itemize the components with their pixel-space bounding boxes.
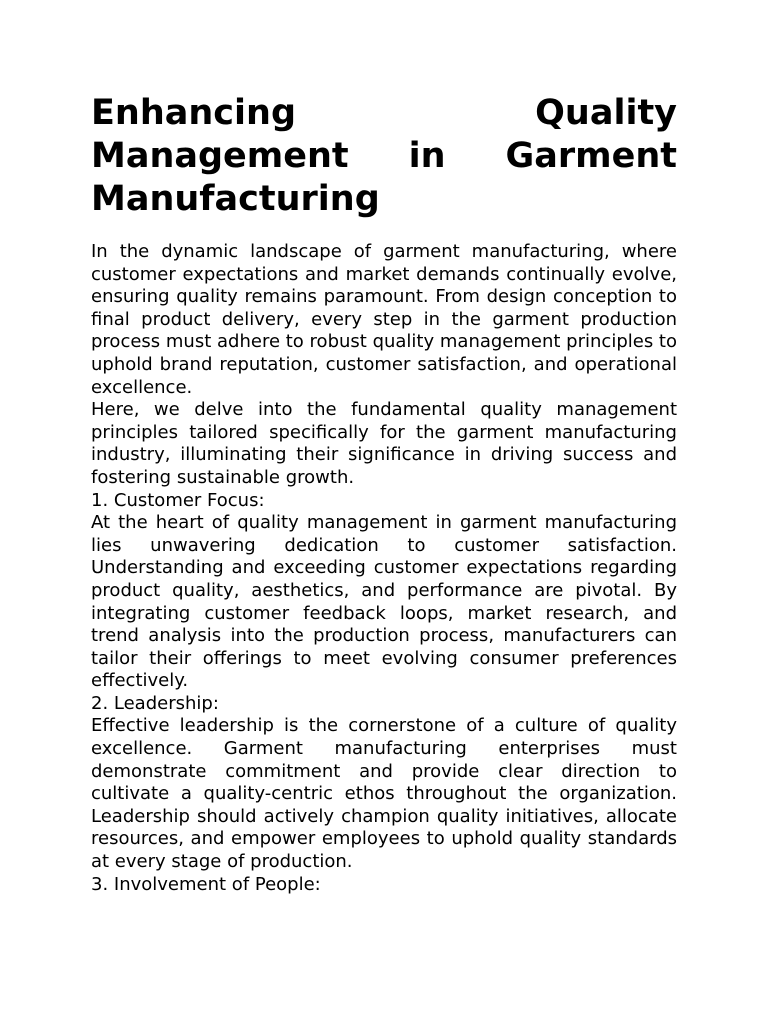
document-body <box>91 241 677 896</box>
section-heading-customer-focus: 1. Customer Focus: <box>91 489 265 511</box>
section-heading-involvement-of-people: 3. Involvement of People: <box>91 873 321 895</box>
section-text-customer-focus: At the heart of quality management in garment manufacturing lies unwavering dedication to customer satisfaction. Understanding and exceeding customer expectations regarding product quality, aesthetics, and performance are pivotal. By integrating customer feedback loops, market research, and trend analysis into the production process, manufacturers can tailor their offerings to meet evolving consumer preferences effectively. <box>91 512 677 692</box>
intro-paragraph: In the dynamic landscape of garment manufacturing, where customer expectations and market demands continually evolve, ensuring quality remains paramount. From design conception to final product delivery, every step in the garment production process must adhere to robust quality management principles to uphold brand reputation, customer satisfaction, and operational excellence. <box>91 241 677 398</box>
section-text-leadership: Effective leadership is the cornerstone of a culture of quality excellence. Garment manufacturing enterprises must demonstrate commitment and provide clear direction to cultivate a quality-centric ethos throughout the organization. Leadership should actively champion quality initiatives, allocate resources, and empower employees to uphold quality standards at every stage of production. <box>91 715 677 873</box>
section-heading-leadership: 2. Leadership: <box>91 692 219 714</box>
intro-paragraph: Here, we delve into the fundamental quality management principles tailored specifically for the garment manufacturing industry, illuminating their significance in driving success and fostering sustainable growth. <box>91 399 677 488</box>
document-title: Enhancing Quality Management in Garment Manufacturing <box>91 93 677 219</box>
document-page <box>91 92 677 896</box>
